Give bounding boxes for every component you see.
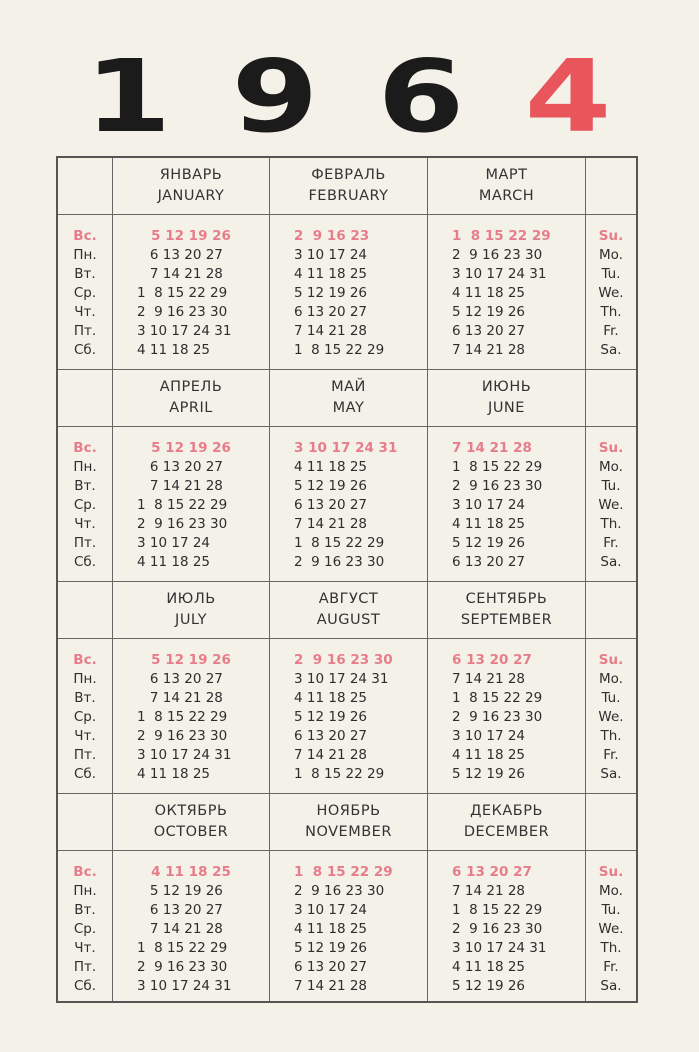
day-row: 6 13 20 27: [452, 554, 525, 570]
weekday-label-en: Th.: [600, 940, 622, 956]
month-name-ru: ОКТЯБРЬ: [154, 803, 228, 819]
day-row: 7 14 21 28: [294, 978, 367, 994]
weekday-list-en: [586, 439, 636, 572]
month-header: [270, 370, 428, 427]
header-spacer-right: [586, 794, 636, 851]
weekday-labels-ru: [58, 215, 113, 370]
day-row: 2 9 16 23: [294, 228, 370, 244]
month-header: [113, 158, 270, 215]
header-spacer-left: [58, 158, 113, 215]
day-row: 7 14 21 28: [137, 690, 223, 706]
month-name-en: SEPTEMBER: [460, 612, 553, 628]
day-row: 1 8 15 22 29: [452, 690, 543, 706]
day-row: 5 12 19 26: [294, 478, 367, 494]
weekday-label-en: Su.: [598, 228, 624, 244]
day-row: 1 8 15 22 29: [137, 285, 228, 301]
day-row: 3 10 17 24: [294, 247, 367, 263]
day-rows: [270, 439, 427, 572]
day-row: 1 8 15 22 29: [452, 228, 551, 244]
weekday-label-en: Fr.: [603, 535, 619, 551]
month-header: [428, 582, 586, 639]
month-name-en: MAY: [332, 400, 365, 416]
day-row: 2 9 16 23 30: [294, 554, 385, 570]
day-row: 5 12 19 26: [452, 766, 525, 782]
day-row: 4 11 18 25: [137, 342, 210, 358]
weekday-label-en: Mo.: [599, 671, 623, 687]
weekday-label-ru: Чт.: [74, 304, 96, 320]
day-row: 4 11 18 25: [452, 285, 525, 301]
weekday-label-ru: Сб.: [73, 978, 97, 994]
day-row: 1 8 15 22 29: [294, 342, 385, 358]
day-row: 4 11 18 25: [452, 959, 525, 975]
day-row: 3 10 17 24 31: [137, 323, 232, 339]
weekday-list-ru: [58, 227, 112, 360]
month-name-ru: НОЯБРЬ: [316, 803, 381, 819]
month-name-en: NOVEMBER: [305, 824, 392, 840]
weekday-label-en: Mo.: [599, 883, 623, 899]
weekday-label-en: Sa.: [600, 978, 622, 994]
weekday-label-ru: Чт.: [74, 728, 96, 744]
day-row: 3 10 17 24 31: [294, 440, 398, 456]
day-row: 7 14 21 28: [294, 516, 367, 532]
day-row: 6 13 20 27: [137, 671, 223, 687]
header-spacer-left: [58, 370, 113, 427]
day-rows: [270, 863, 427, 996]
day-row: 6 13 20 27: [452, 323, 525, 339]
month-name-ru: ИЮНЬ: [481, 379, 532, 395]
month-header: [270, 158, 428, 215]
weekday-label-ru: Сб.: [73, 554, 97, 570]
day-row: 4 11 18 25: [137, 554, 210, 570]
day-row: 7 14 21 28: [294, 323, 367, 339]
day-row: 5 12 19 26: [137, 440, 231, 456]
weekday-label-en: Su.: [598, 864, 624, 880]
month-days: [113, 215, 270, 370]
day-row: 2 9 16 23 30: [137, 959, 228, 975]
weekday-label-ru: Чт.: [74, 940, 96, 956]
weekday-label-en: Tu.: [601, 266, 621, 282]
month-days: [428, 427, 586, 582]
weekday-label-en: Fr.: [603, 747, 619, 763]
weekday-label-en: Tu.: [601, 902, 621, 918]
weekday-list-ru: [58, 863, 112, 996]
weekday-label-ru: Пт.: [73, 747, 97, 763]
month-days: [428, 215, 586, 370]
header-spacer-left: [58, 794, 113, 851]
month-days: [428, 639, 586, 794]
weekday-label-ru: Пт.: [73, 535, 97, 551]
weekday-label-en: Su.: [598, 440, 624, 456]
month-header: [113, 794, 270, 851]
day-row: 3 10 17 24: [452, 728, 525, 744]
header-spacer-right: [586, 158, 636, 215]
day-row: 2 9 16 23 30: [294, 883, 385, 899]
weekday-list-en: [586, 863, 636, 996]
month-name-ru: МАРТ: [485, 167, 528, 183]
day-row: 5 12 19 26: [137, 228, 231, 244]
month-header: [428, 158, 586, 215]
month-name-en: OCTOBER: [153, 824, 229, 840]
day-row: 3 10 17 24: [452, 497, 525, 513]
month-header: [270, 794, 428, 851]
day-row: 6 13 20 27: [294, 497, 367, 513]
day-row: 3 10 17 24: [137, 535, 210, 551]
day-row: 4 11 18 25: [452, 516, 525, 532]
month-name-en: FEBRUARY: [308, 188, 389, 204]
day-rows: [428, 863, 585, 996]
day-rows: [428, 227, 585, 360]
day-row: 3 10 17 24 31: [294, 671, 389, 687]
weekday-label-ru: Пн.: [73, 883, 97, 899]
day-row: 1 8 15 22 29: [452, 902, 543, 918]
day-row: 5 12 19 26: [294, 285, 367, 301]
day-row: 6 13 20 27: [294, 959, 367, 975]
month-name-en: MARCH: [478, 188, 535, 204]
weekday-label-ru: Чт.: [74, 516, 96, 532]
day-row: 4 11 18 25: [294, 690, 367, 706]
day-row: 1 8 15 22 29: [137, 497, 228, 513]
month-name-ru: АВГУСТ: [318, 591, 379, 607]
weekday-label-ru: Вт.: [74, 690, 96, 706]
header-spacer-left: [58, 582, 113, 639]
month-days: [428, 851, 586, 1001]
weekday-label-en: Tu.: [601, 478, 621, 494]
weekday-labels-ru: [58, 427, 113, 582]
month-name-ru: СЕНТЯБРЬ: [465, 591, 548, 607]
year-digit-1: 1: [84, 38, 172, 155]
month-name-en: AUGUST: [316, 612, 381, 628]
weekday-label-ru: Пт.: [73, 959, 97, 975]
day-row: 6 13 20 27: [452, 652, 532, 668]
day-row: 5 12 19 26: [137, 883, 223, 899]
month-name-ru: ФЕВРАЛЬ: [311, 167, 386, 183]
year-title: [68, 38, 628, 155]
weekday-label-en: Su.: [598, 652, 624, 668]
day-row: 2 9 16 23 30: [137, 728, 228, 744]
day-row: 2 9 16 23 30: [137, 516, 228, 532]
month-header: [113, 370, 270, 427]
day-row: 5 12 19 26: [294, 940, 367, 956]
day-row: 7 14 21 28: [452, 883, 525, 899]
year-digit-2: 9: [231, 38, 319, 155]
weekday-labels-ru: [58, 639, 113, 794]
weekday-labels-en: [586, 639, 636, 794]
day-row: 3 10 17 24 31: [137, 978, 232, 994]
day-row: 1 8 15 22 29: [137, 940, 228, 956]
weekday-label-en: Sa.: [600, 554, 622, 570]
weekday-label-en: Fr.: [603, 323, 619, 339]
day-row: 4 11 18 25: [294, 459, 367, 475]
month-name-ru: ДЕКАБРЬ: [470, 803, 543, 819]
day-row: 7 14 21 28: [137, 921, 223, 937]
weekday-labels-en: [586, 427, 636, 582]
month-header: [113, 582, 270, 639]
weekday-list-en: [586, 227, 636, 360]
day-row: 3 10 17 24 31: [452, 266, 547, 282]
day-row: 6 13 20 27: [452, 864, 532, 880]
month-days: [113, 427, 270, 582]
month-name-en: JANUARY: [157, 188, 225, 204]
weekday-label-ru: Вт.: [74, 478, 96, 494]
day-row: 6 13 20 27: [137, 459, 223, 475]
day-rows: [113, 227, 269, 360]
weekday-label-ru: Сб.: [73, 766, 97, 782]
month-name-ru: ИЮЛЬ: [166, 591, 216, 607]
year-digit-4: 4: [524, 38, 612, 155]
day-row: 7 14 21 28: [452, 671, 525, 687]
weekday-label-en: Mo.: [599, 247, 623, 263]
day-row: 4 11 18 25: [137, 864, 231, 880]
day-row: 3 10 17 24: [294, 902, 367, 918]
month-days: [113, 639, 270, 794]
month-name-ru: ЯНВАРЬ: [159, 167, 223, 183]
month-header: [428, 370, 586, 427]
weekday-label-ru: Вс.: [73, 864, 97, 880]
day-row: 2 9 16 23 30: [137, 304, 228, 320]
header-spacer-right: [586, 370, 636, 427]
weekday-labels-en: [586, 215, 636, 370]
weekday-label-ru: Вт.: [74, 902, 96, 918]
weekday-label-ru: Сб.: [73, 342, 97, 358]
weekday-label-ru: Вс.: [73, 652, 97, 668]
day-row: 7 14 21 28: [137, 478, 223, 494]
day-row: 2 9 16 23 30: [452, 709, 543, 725]
day-row: 6 13 20 27: [294, 728, 367, 744]
month-days: [113, 851, 270, 1001]
calendar-grid: [56, 156, 638, 1003]
weekday-label-ru: Ср.: [73, 285, 97, 301]
month-header: [428, 794, 586, 851]
day-rows: [113, 651, 269, 784]
weekday-label-en: We.: [598, 497, 624, 513]
weekday-label-en: Tu.: [601, 690, 621, 706]
day-row: 3 10 17 24 31: [452, 940, 547, 956]
weekday-label-ru: Ср.: [73, 921, 97, 937]
weekday-label-ru: Ср.: [73, 709, 97, 725]
weekday-label-en: We.: [598, 709, 624, 725]
month-days: [270, 427, 428, 582]
month-name-en: JUNE: [488, 400, 525, 416]
day-row: 1 8 15 22 29: [294, 766, 385, 782]
month-header: [270, 582, 428, 639]
day-row: 1 8 15 22 29: [452, 459, 543, 475]
weekday-label-en: Sa.: [600, 766, 622, 782]
day-rows: [428, 651, 585, 784]
day-row: 7 14 21 28: [452, 342, 525, 358]
day-row: 2 9 16 23 30: [452, 478, 543, 494]
day-row: 5 12 19 26: [137, 652, 231, 668]
weekday-list-ru: [58, 651, 112, 784]
month-name-ru: АПРЕЛЬ: [159, 379, 223, 395]
day-row: 2 9 16 23 30: [452, 247, 543, 263]
day-row: 2 9 16 23 30: [294, 652, 393, 668]
weekday-label-ru: Пн.: [73, 247, 97, 263]
weekday-label-en: Th.: [600, 516, 622, 532]
month-name-en: APRIL: [169, 400, 213, 416]
weekday-label-ru: Вс.: [73, 440, 97, 456]
day-row: 5 12 19 26: [452, 304, 525, 320]
day-row: 1 8 15 22 29: [294, 535, 385, 551]
day-row: 4 11 18 25: [452, 747, 525, 763]
day-row: 7 14 21 28: [452, 440, 532, 456]
weekday-label-ru: Ср.: [73, 497, 97, 513]
weekday-label-en: Th.: [600, 304, 622, 320]
weekday-label-ru: Пн.: [73, 671, 97, 687]
weekday-label-ru: Вс.: [73, 228, 97, 244]
day-row: 6 13 20 27: [294, 304, 367, 320]
day-rows: [270, 651, 427, 784]
day-row: 4 11 18 25: [294, 266, 367, 282]
day-row: 7 14 21 28: [137, 266, 223, 282]
year-digit-3: 6: [377, 38, 465, 155]
day-rows: [113, 439, 269, 572]
weekday-label-en: We.: [598, 285, 624, 301]
day-row: 6 13 20 27: [137, 902, 223, 918]
month-name-en: DECEMBER: [463, 824, 550, 840]
weekday-label-en: Th.: [600, 728, 622, 744]
month-days: [270, 851, 428, 1001]
weekday-list-en: [586, 651, 636, 784]
day-row: 7 14 21 28: [294, 747, 367, 763]
day-row: 6 13 20 27: [137, 247, 223, 263]
header-spacer-right: [586, 582, 636, 639]
day-row: 3 10 17 24 31: [137, 747, 232, 763]
month-days: [270, 215, 428, 370]
weekday-label-en: Sa.: [600, 342, 622, 358]
day-rows: [113, 863, 269, 996]
month-days: [270, 639, 428, 794]
day-rows: [270, 227, 427, 360]
day-row: 4 11 18 25: [137, 766, 210, 782]
day-row: 1 8 15 22 29: [137, 709, 228, 725]
weekday-label-en: Fr.: [603, 959, 619, 975]
weekday-label-ru: Пн.: [73, 459, 97, 475]
weekday-label-ru: Вт.: [74, 266, 96, 282]
weekday-label-ru: Пт.: [73, 323, 97, 339]
day-row: 5 12 19 26: [294, 709, 367, 725]
day-row: 1 8 15 22 29: [294, 864, 393, 880]
day-row: 5 12 19 26: [452, 535, 525, 551]
weekday-labels-ru: [58, 851, 113, 1001]
weekday-label-en: Mo.: [599, 459, 623, 475]
month-name-en: JULY: [175, 612, 207, 628]
month-name-ru: МАЙ: [331, 379, 366, 395]
day-row: 5 12 19 26: [452, 978, 525, 994]
day-row: 2 9 16 23 30: [452, 921, 543, 937]
weekday-label-en: We.: [598, 921, 624, 937]
day-row: 4 11 18 25: [294, 921, 367, 937]
weekday-list-ru: [58, 439, 112, 572]
day-rows: [428, 439, 585, 572]
weekday-labels-en: [586, 851, 636, 1001]
